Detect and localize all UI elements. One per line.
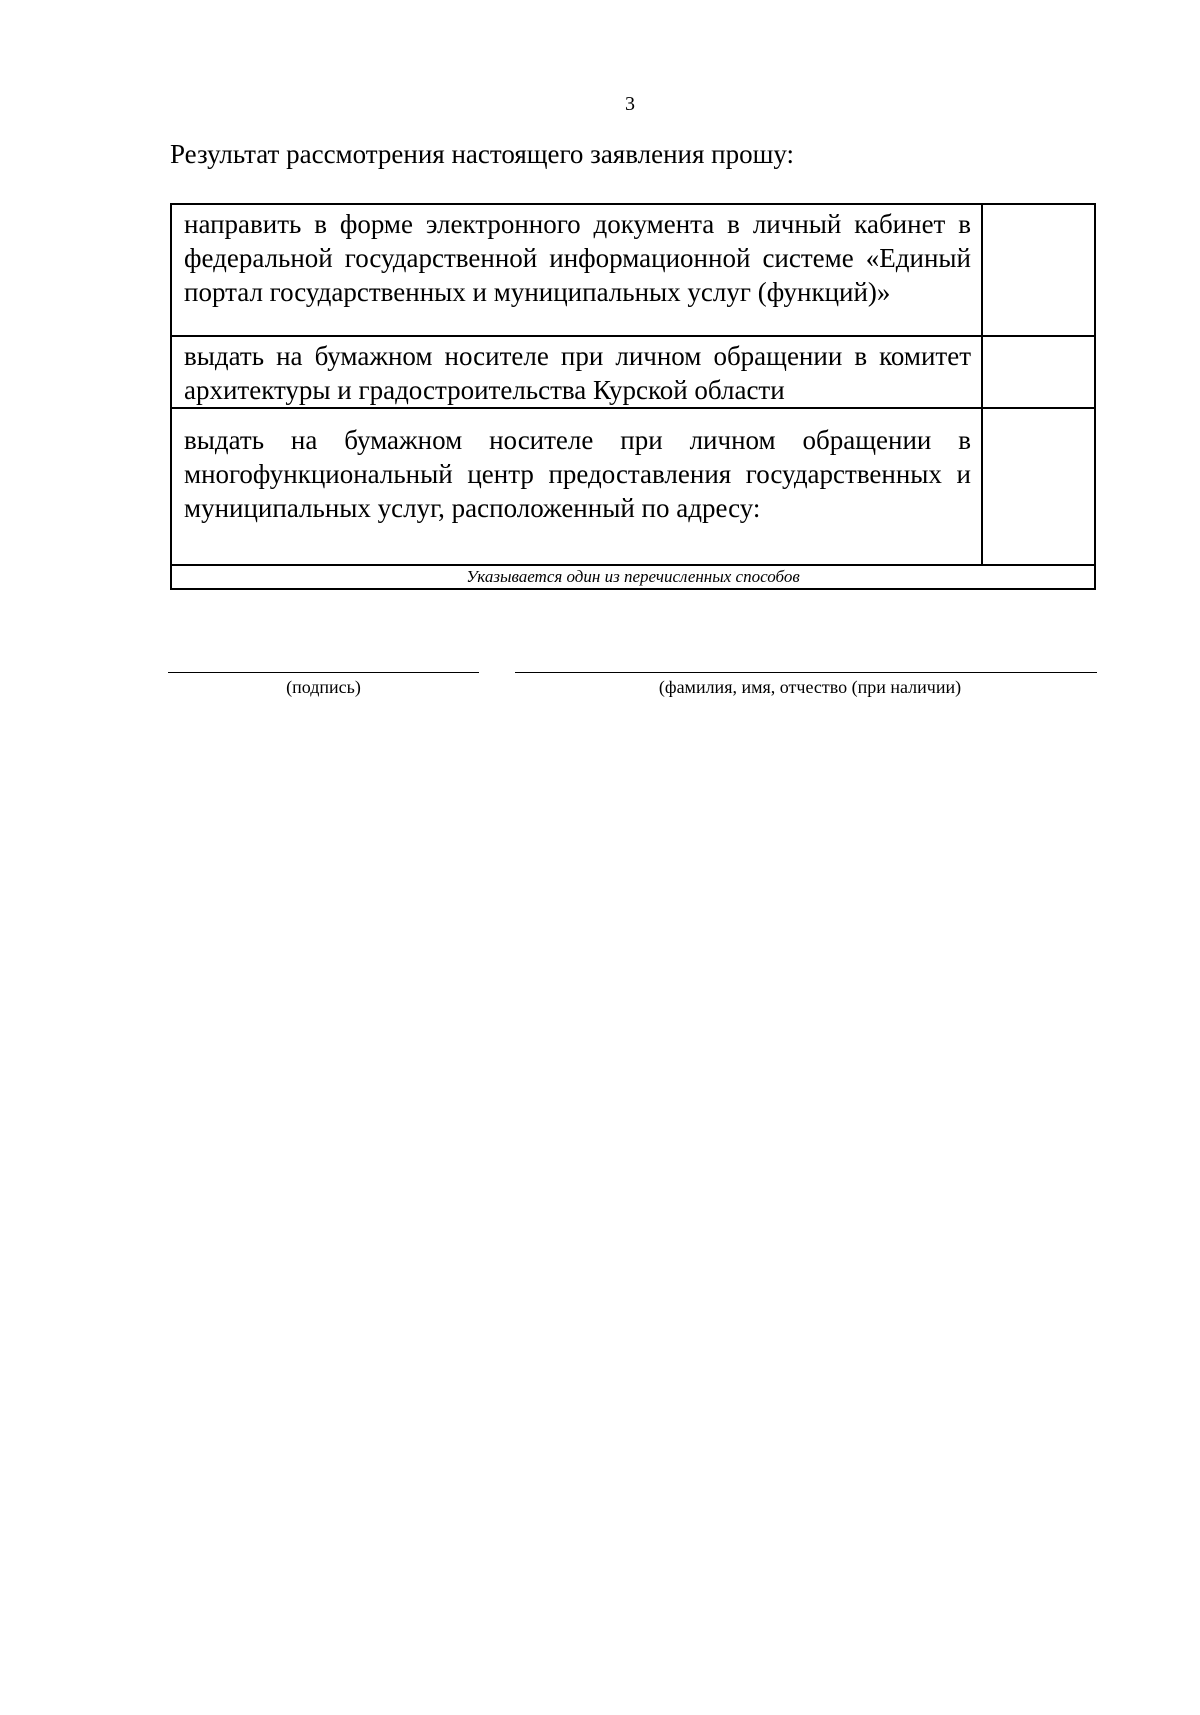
signature-caption: (подпись): [286, 677, 361, 697]
option-checkbox-committee[interactable]: [982, 336, 1095, 408]
option-row-committee: [171, 336, 1095, 408]
option-text-cell: [171, 408, 982, 565]
note-row: [171, 565, 1095, 589]
option-checkbox-epgu[interactable]: [982, 204, 1095, 336]
option-text-cell: [171, 204, 982, 336]
delivery-options-table: [170, 203, 1096, 590]
result-request-heading: Результат рассмотрения настоящего заявления прошу:: [170, 139, 795, 169]
option-text-cell: [171, 336, 982, 408]
option-row-epgu: [171, 204, 1095, 336]
selection-note: Указывается один из перечисленных способов: [171, 565, 1095, 589]
option-text-mfc: выдать на бумажном носителе при личном обращении в многофункциональный центр предоставления государственных и муниципальных услуг, расположенный по адресу:: [184, 425, 971, 523]
full-name-line[interactable]: [515, 672, 1097, 673]
option-row-mfc: [171, 408, 1095, 565]
option-text-committee: выдать на бумажном носителе при личном обращении в комитет архитектуры и градостроительства Курской области: [184, 341, 971, 405]
signature-line[interactable]: [168, 672, 479, 673]
option-checkbox-mfc[interactable]: [982, 408, 1095, 565]
option-text-epgu: направить в форме электронного документа в личный кабинет в федеральной государственной информационной системе «Единый портал государственных и муниципальных услуг (функций)»: [184, 209, 971, 307]
page-number: 3: [625, 93, 635, 115]
full-name-caption: (фамилия, имя, отчество (при наличии): [658, 677, 962, 697]
